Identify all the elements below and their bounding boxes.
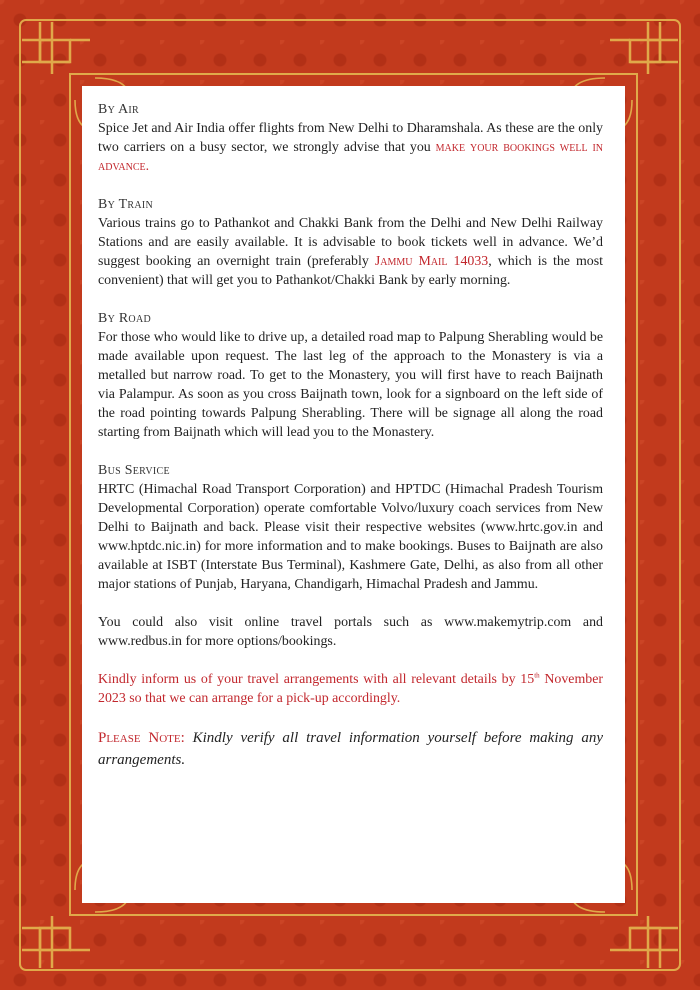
note-body: Kindly verify all travel information yourself before making any arrangements.	[98, 730, 603, 768]
inform-sup: th	[534, 671, 540, 680]
by-air-heading: By Air	[98, 102, 140, 117]
inform-body-2: November 2023 so that we can arrange for a pick-up accordingly.	[98, 672, 603, 706]
by-train-text	[98, 214, 603, 290]
by-train-body-1: Various trains go to Pathankot and Chakki Bank from the Delhi and New Delhi Railway Stations and are easily available. It is advisable to book tickets well in advance. We’d suggest booking an overnight train (preferably	[98, 216, 603, 269]
by-train-section	[98, 195, 603, 290]
inform-body-1: Kindly inform us of your travel arrangements with all relevant details by 15	[98, 672, 535, 687]
note-section	[98, 727, 603, 771]
by-air-end: .	[145, 159, 150, 174]
travel-info-content	[98, 100, 603, 790]
by-train-body-2: , which is the most convenient) that will get you to Pathankot/Chakki Bank by early morning.	[98, 254, 603, 288]
by-train-highlight: Jammu Mail 14033	[374, 254, 489, 269]
inform-text	[98, 670, 603, 708]
bus-service-heading: Bus Service	[98, 463, 170, 478]
bus-service-text: HRTC (Himachal Road Transport Corporation) and HPTDC (Himachal Pradesh Tourism Developmental Corporation) operate comfortable Volvo/luxury coach services from New Delhi to Baijnath and back. Please visit their respective websites (www.hrtc.gov.in and www.hptdc.nic.in) for more information and to make bookings. Buses to Baijnath are also available at ISBT (Interstate Bus Terminal), Kashmere Gate, Delhi, as also from all other major stations of Punjab, Haryana, Chandigarh, Himachal Pradesh and Jammu.	[98, 482, 603, 592]
by-air-text	[98, 119, 603, 176]
by-road-text: For those who would like to drive up, a detailed road map to Palpung Sherabling would be made available upon request. The last leg of the approach to the Monastery is via a metalled but narrow road. To get to the Monastery, you will first have to reach Baijnath via Palampur. As soon as you cross Baijnath town, look for a signboard on the left side of the road pointing towards Palpung Sherabling. There will be signage all along the road starting from Baijnath which will lead you to the Monastery.	[98, 330, 603, 440]
portals-section	[98, 613, 603, 651]
note-text	[98, 727, 603, 771]
note-label: Please Note:	[98, 730, 185, 746]
by-road-heading: By Road	[98, 311, 151, 326]
portals-text: You could also visit online travel portals such as www.makemytrip.com and www.redbus.in for more options/bookings.	[98, 615, 603, 649]
by-train-heading: By Train	[98, 197, 154, 212]
by-air-section	[98, 100, 603, 176]
by-air-highlight: make your bookings well in advance	[98, 140, 604, 174]
bus-service-section	[98, 461, 603, 594]
by-road-section	[98, 309, 603, 442]
by-air-body: Spice Jet and Air India offer flights from New Delhi to Dharamshala. As these are the only two carriers on a busy sector, we strongly advise that you	[98, 121, 603, 155]
inform-section	[98, 670, 603, 708]
